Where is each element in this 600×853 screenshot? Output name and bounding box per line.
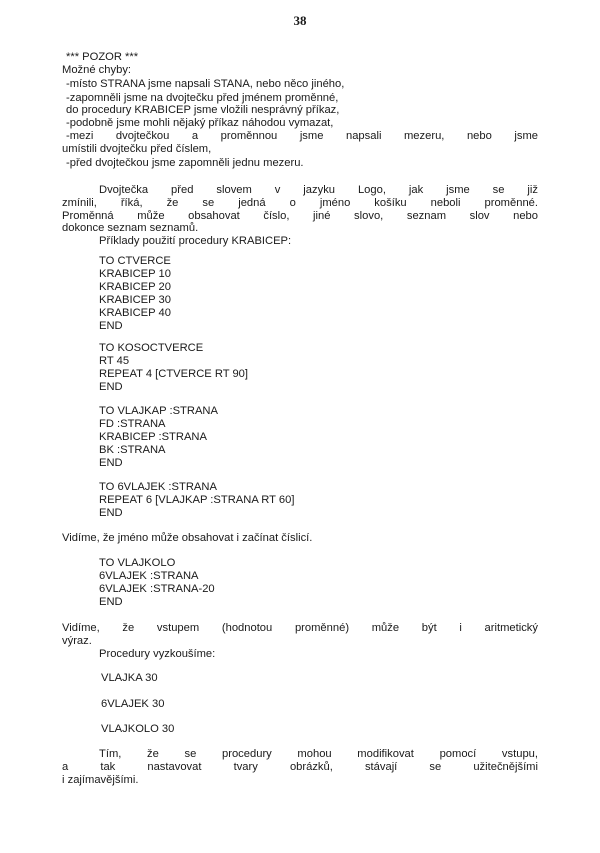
examples-intro: Příklady použití procedury KRABICEP: [99,235,292,247]
try-command: 6VLAJEK 30 [101,698,165,710]
warning-title: *** POZOR *** [66,51,139,63]
warning-item: -místo STRANA jsme napsali STANA, nebo něco jiného, [66,78,345,90]
paragraph-line: Proměnná může obsahovat číslo, jiné slovo, seznam slov nebo [62,210,538,222]
paragraph-line: a tak nastavovat tvary obrázků, stávají se užitečnějšími [62,761,538,773]
page-number: 38 [293,13,307,28]
paragraph-line: Tím, že se procedury mohou modifikovat pomocí vstupu, [99,748,538,760]
warning-item: do procedury KRABICEP jsme vložili nesprávný příkaz, [66,104,340,116]
code-block-kosoctverce [99,342,248,394]
warning-item: -podobně jsme mohli nějaký příkaz náhodou vymazat, [66,117,334,129]
code-block-vlajkolo [99,557,215,609]
try-command: VLAJKOLO 30 [101,723,175,735]
code-line: KRABICEP 40 [99,307,171,319]
code-line: TO 6VLAJEK :STRANA [99,481,217,493]
sentence-numbers-in-names: Vidíme, že jméno může obsahovat i začínat číslicí. [62,532,313,544]
code-line: TO CTVERCE [99,255,171,267]
code-line: END [99,596,123,608]
code-line: END [99,457,123,469]
code-block-6vlajek [99,481,294,520]
code-line: REPEAT 4 [CTVERCE RT 90] [99,368,249,380]
code-line: RT 45 [99,355,130,367]
code-block-ctverce [99,255,171,333]
warning-item: umístili dvojtečku před číslem, [62,143,212,155]
code-line: 6VLAJEK :STRANA-20 [99,583,215,595]
paragraph-line: Vidíme, že vstupem (hodnotou proměnné) může být i aritmetický [62,622,538,634]
code-line: END [99,507,123,519]
code-line: TO VLAJKOLO [99,557,176,569]
code-line: 6VLAJEK :STRANA [99,570,199,582]
code-line: END [99,320,123,332]
code-line: REPEAT 6 [VLAJKAP :STRANA RT 60] [99,494,295,506]
code-line: TO KOSOCTVERCE [99,342,204,354]
code-line: END [99,381,123,393]
warning-item: -zapomněli jsme na dvojtečku před jménem proměnné, [66,92,339,104]
warning-item: -mezi dvojtečkou a proměnnou jsme napsali mezeru, nebo jsme [66,130,538,142]
code-line: BK :STRANA [99,444,166,456]
try-intro: Procedury vyzkoušíme: [99,648,216,660]
paragraph-line: i zajímavějšími. [62,774,139,786]
code-line: TO VLAJKAP :STRANA [99,405,218,417]
paragraph-line: dokonce seznam seznamů. [62,222,199,234]
paragraph-line: výraz. [62,635,92,647]
try-command: VLAJKA 30 [101,672,158,684]
code-line: KRABICEP 10 [99,268,171,280]
paragraph-line: Dvojtečka před slovem v jazyku Logo, jak jsme se již [99,184,538,196]
code-block-vlajkap [99,405,218,470]
paragraph-line: zmínili, říká, že se jedná o jméno košíku neboli proměnné. [62,197,538,209]
code-line: KRABICEP 30 [99,294,171,306]
warning-subtitle: Možné chyby: [62,64,132,76]
warning-item: -před dvojtečkou jsme zapomněli jednu mezeru. [66,157,304,169]
code-line: KRABICEP 20 [99,281,171,293]
code-line: KRABICEP :STRANA [99,431,207,443]
code-line: FD :STRANA [99,418,166,430]
